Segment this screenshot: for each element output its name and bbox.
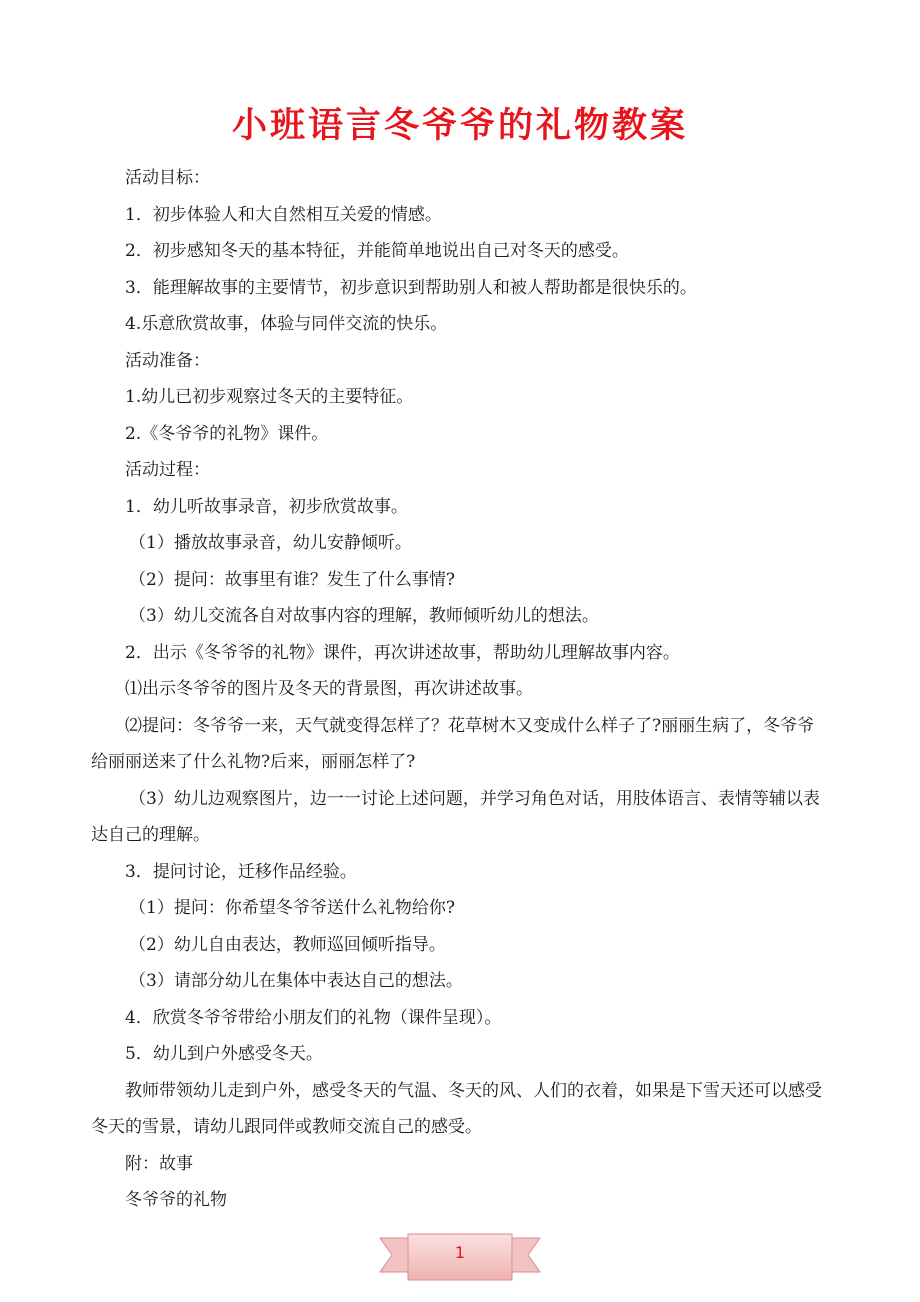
paragraph: （2）提问：故事里有谁？发生了什么事情? (129, 569, 455, 590)
paragraph: ⑵提问：冬爷爷一来，天气就变得怎样了？花草树木又变成什么样子了?丽丽生病了，冬爷爷给丽丽送来了什么礼物?后来，丽丽怎样了? (91, 715, 815, 772)
paragraph: 5．幼儿到户外感受冬天。 (125, 1044, 323, 1064)
document-title: 小班语言冬爷爷的礼物教案 (231, 105, 688, 146)
paragraph: （1）提问：你希望冬爷爷送什么礼物给你? (129, 898, 455, 918)
page-number-ribbon (378, 1232, 542, 1284)
paragraph: ⑴出示冬爷爷的图片及冬天的背景图，再次讲述故事。 (125, 679, 533, 699)
paragraph: 附：故事 (125, 1153, 193, 1174)
paragraph: （1）播放故事录音，幼儿安静倾听。 (129, 533, 412, 553)
section-heading-process: 活动过程： (125, 460, 210, 480)
paragraph: （3）幼儿边观察图片，边一一讨论上述问题，并学习角色对话，用肢体语言、表情等辅以表达自己的理解。 (91, 788, 820, 845)
paragraph: 4．欣赏冬爷爷带给小朋友们的礼物（课件呈现）。 (125, 1007, 502, 1028)
paragraph: 3．能理解故事的主要情节，初步意识到帮助别人和被人帮助都是很快乐的。 (125, 277, 697, 298)
section-heading-goals: 活动目标： (125, 168, 210, 188)
paragraph: （3）请部分幼儿在集体中表达自己的想法。 (129, 971, 463, 991)
paragraph: 1．幼儿听故事录音，初步欣赏故事。 (125, 496, 408, 517)
paragraph: 2.《冬爷爷的礼物》课件。 (125, 423, 329, 444)
paragraph: 2．出示《冬爷爷的礼物》课件，再次讲述故事，帮助幼儿理解故事内容。 (125, 642, 680, 663)
paragraph: 3．提问讨论，迁移作品经验。 (125, 861, 357, 882)
paragraph: 1．初步体验人和大自然相互关爱的情感。 (125, 204, 442, 225)
paragraph: 2．初步感知冬天的基本特征，并能简单地说出自己对冬天的感受。 (125, 241, 629, 261)
paragraph: （2）幼儿自由表达，教师巡回倾听指导。 (129, 934, 446, 955)
document-body (91, 160, 831, 1219)
page-number: 1 (454, 1243, 466, 1262)
paragraph: 教师带领幼儿走到户外，感受冬天的气温、冬天的风、人们的衣着，如果是下雪天还可以感受冬天的雪景，请幼儿跟同伴或教师交流自己的感受。 (91, 1080, 822, 1137)
paragraph: 1.幼儿已初步观察过冬天的主要特征。 (125, 387, 414, 407)
section-heading-preparation: 活动准备： (125, 350, 210, 371)
paragraph: 4.乐意欣赏故事，体验与同伴交流的快乐。 (125, 314, 448, 334)
story-title: 冬爷爷的礼物 (125, 1190, 227, 1210)
paragraph: （3）幼儿交流各自对故事内容的理解，教师倾听幼儿的想法。 (129, 606, 599, 626)
